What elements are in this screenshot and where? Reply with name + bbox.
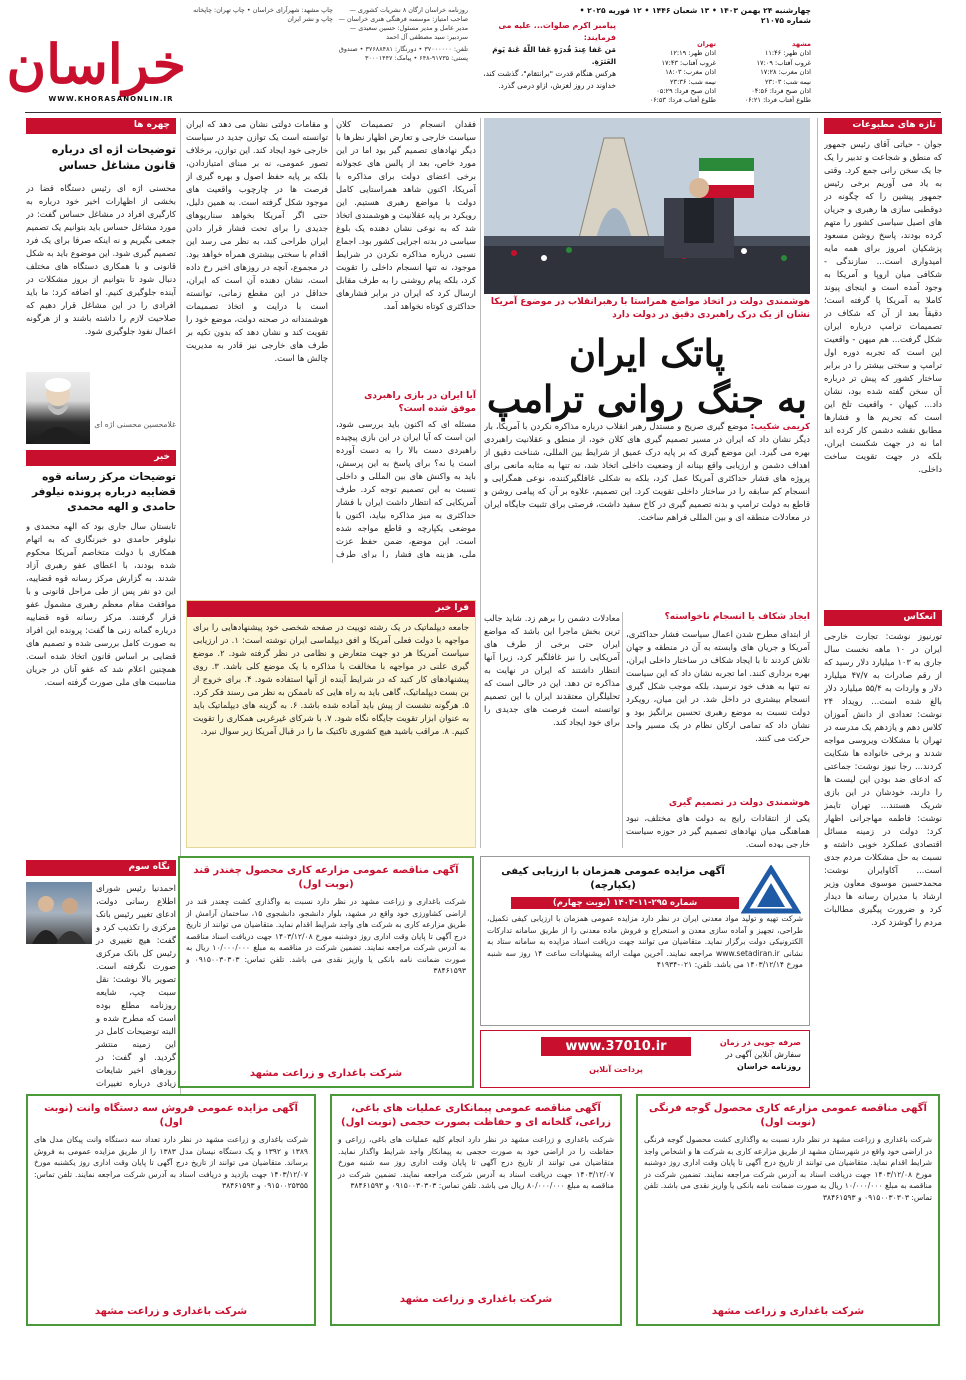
prayer-item: طلوع آفتاب فردا: ۰۶:۵۳ (649, 96, 716, 105)
hero-headline-line1: پاتک ایران (568, 331, 726, 375)
banner-url[interactable]: www.37010.ir (541, 1037, 691, 1056)
prayer-item: نیمه شب: ۲۳:۳۶ (670, 77, 716, 86)
quote-text: هرکس هنگام قدرت "برانتقام"، گذشت کند، خداوند در روز لغزش، ازاو درمی گذرد. (483, 69, 616, 90)
prayer-city: تهران (697, 40, 716, 48)
section-title-news: خبر (26, 450, 176, 466)
middle-subhead: آیا ایران در بازی راهبردی موفق شده است؟ (364, 391, 476, 414)
quote-title: پیامبر اکرم صلوات... علیه می فرمایند: (498, 21, 616, 42)
why-body2: یکی از انتقادات رایج به دولت های مختلف، نبود هماهنگی میان نهادهای تصمیم گیر در حوزه سیاست خارجی بوده است. (626, 813, 810, 848)
middle-article-col2b: مسئله ای که اکنون باید بررسی شود، این است که آیا ایران در این بازی پیچیده راهبردی دست بالا را به دست آورده است یا نه؟ برای پاسخ به این پرسش، باید به واکنش های بین المللی و داخلی نسبت به این تصمیم توجه کرد. طرف آمریکایی که انتظار داشت ایران با فشار حداکثری به میز مذاکره بیاید، اکنون با موضعی یکپارچه و قاطع مواجه شده است. این موضع، ضمن حفظ عزت ملی، هزینه های فشار را برای طرف (336, 419, 476, 558)
contact-text: تلفن: ۳۷۰۰۰۰۰۰ • دورنگار: ۳۷۶۸۸۴۸۱ • صندوق پستی: ۹۱۷۳۵-۶۴۸ • پیامک: ۳۰۰۰۱۴۴۷ (338, 45, 468, 62)
faces-headline: توضیحات اژه ای درباره قانون مشاغل حساس (51, 143, 176, 172)
why-subhead: ایجاد شکاف یا انسجام ناخواسته؟ (664, 612, 810, 622)
news-headline: توضیحات مرکز رسانه قوه قضاییه درباره پرونده نیلوفر حامدی و الهه محمدی (31, 471, 176, 513)
quote-arabic: مَن عَفا عِندَ قُدرَةٍ عَفا اللّهُ عَنهُ يَومَ العَثرَةِ. (492, 45, 616, 66)
prayer-times-tehran (621, 40, 716, 106)
prayer-item: غروب آفتاب: ۱۷:۰۹ (756, 58, 811, 67)
prayer-city: مشهد (792, 40, 811, 48)
print-info (193, 6, 333, 24)
ad-online-banner[interactable] (480, 1030, 810, 1088)
publisher-text: روزنامه خراسان ارگان ۸ نشریات کشوری — صاحب امتیاز: موسسه فرهنگی هنری خراسان — مدیر عامل و مدیر مسئول: حسین سعیدی — سردبیر: سید مصطفی آل احمد (338, 6, 468, 41)
news-body: تابستان سال جاری بود که الهه محمدی و نیلوفر حامدی دو خبرنگاری که به اتهام همکاری با دولت متخاصم آمریکا محکوم شده بودند، با اعطای عفو رهبری آزاد شدند. به گزارش مرکز رسانه قوه قضاییه، این دو نفر پس از طی مراحل قانونی و با موافقت مقام معظم رهبری مشمول عفو قرار گرفتند. مرکز رسانه قوه قضاییه درباره گمانه زنی ها گفت: پرونده این افراد به صورت کامل بررسی شده و تصمیم های قضایی بر اساس قانون اتخاذ شده است. همچنین اعلام شد که عفو آنان در جریان مناسبت های ملی صورت گرفته است. (26, 521, 176, 687)
publisher-info (338, 6, 468, 63)
ad-sugarbeet-title: آگهی مناقصه عمومی مزارعه کاری محصول چغندر قند (نوبت اول) (193, 865, 459, 890)
reflection-body: تورنیوز نوشت: تجارت خارجی ایران در ۱۰ ماهه نخست سال جاری به ۱۰۳ میلیارد دلار رسید که از رقم صادرات به ۴۷/۷ میلیارد دلار و واردات به ۵۵/۴ میلیارد دلار بالغ شده است... رویداد ۲۴ نوشت: تعدادی از دانش آموزان کلاس دهم و یازدهم یک مدرسه در تهران با مشکلات ویروسی مواجه شدند و برخی خانواده ها شکایت کردند... رجا نیوز نوشت: جماعتی که ادعای ضد بودن این لیست ها را دارند، خودشان در این بازی شریک هستند... تهران تایمز نوشت: فاطمه مهاجرانی اظهار کرد: دولت در زمینه مسائل اقتصادی عملکرد خوبی داشته و نسبت به حل مشکلات مردم جدی است... آکاوایران نوشت: محمدحسین موسوی معاون وزیر ارشاد با مدیران رسانه ها دیدار کرد و ضرورت پیگیری مطالبات مردم را گوشزد کرد. (824, 631, 942, 927)
ad-garden-body: شرکت باغداری و زراعت مشهد در نظر دارد انجام کلیه عملیات های باغی، زراعی و حفاظت را در اراضی خود به صورت حجمی به پیمانکار واجد شرایط واگذار نماید. متقاضیان می توانند از تاریخ درج آگهی تا پایان وقت اداری روز سه شنبه مورخ ۱۴۰۳/۱۲/۰۷ جهت دریافت اسناد به آدرس شرکت مراجعه نمایند. تضمین شرکت در مناقصه به مبلغ ۸۰/۰۰۰/۰۰۰ ریال می باشد. تلفن تماس: ۰۹۱۵۰۰۳۰۳۰۳ و ۳۸۴۶۱۵۹۳ (338, 1135, 614, 1190)
middle-article-col3: و مقامات دولتی نشان می دهد که ایران توانسته است یک توازن جدید در سیاست خارجی خود ایجاد کند. این توازن، برخلاف تصور عمومی، نه بر مبنای امتیازدادن، بلکه بر پایه حفظ اصول و بهره گیری از فرصت ها در چارچوب واقعیت های موجود شکل گرفته است. به همین دلیل، حتی اگر آمریکا بخواهد سناریوهای جدیدی را برای تحت فشار قرار دادن ایران طراحی کند، به نظر می رسد این اقدام با سختی بیشتری همراه خواهد بود. در مجموع، آنچه در روزهای اخیر رخ داده است، نشان دهنده آن است که ایران، حداقل در این مقطع زمانی، توانسته است با درایت و اتخاذ تصمیمات هوشمندانه در صحنه دولت، موضع خود را تقویت کند و نشان دهد که بدون تکیه بر طرف های خارجی نیز قادر به مدیریت چالش ها است. (186, 119, 328, 363)
hero-headline[interactable] (484, 330, 810, 422)
banner-text3: روزنامه خراسان (737, 1062, 801, 1071)
ad-truck-sign: شرکت باغداری و زراعت مشهد (94, 1306, 248, 1317)
press-body: جوان - حیاتی آقای رئیس جمهور که منطق و شجاعت و تدبیر را یک جا یک سخن رانی جمع کرد. وقتی به یاد می آوریم برخی رئیس جمهور پیشین را که چگونه در دوقطبی سازی ها رهبری و جریان های اصیل سیاسی کشور را متهم کرده بودند، پاسخ روشن مسعود پزشکیان امروز برای همه مایه امیدواری است... سازندگی - شکافی میان اروپا و آمریکا به وجود آمده است و اینجای پیوند کاملا به آمریکا پا گرفته است؛ دقیقاً بعد از آن که شکاف در تصمیمات ترامپ درباره ایران شکل گرفت... هم میهن - واقعیت این است که تجربه دوره اول ترامپ و سختی بیشتر را در برابر ساختار کشور که پیش تر درباره آن سخن گفته شده بود، نشان داد... کیهان - واقعیت تلخ این است که تحریم ها و فشارها مطابق نقشه دشمن کار کرده اند اما نه در جهت شکست ایران، بلکه در جهت تقویت ساخت داخلی. (824, 139, 942, 474)
prayer-item: اذان ظهر: ۱۱:۴۶ (764, 49, 811, 58)
ad-sugarbeet-sign: شرکت باغداری و زراعت مشهد (249, 1068, 403, 1079)
prayer-item: اذان مغرب: ۱۸:۰۳ (665, 68, 716, 77)
prayer-item: اذان مغرب: ۱۷:۲۸ (760, 68, 811, 77)
banner-text1: صرفه جویی در زمان (719, 1038, 801, 1047)
why-body: از ابتدای مطرح شدن اعمال سیاست فشار حداکثری، آمریکا و جریان های وابسته به آن در منطقه و جهان تلاش کردند تا با ایجاد شکاف در ساختار داخلی ایران، بهره برداری کنند. اما تجربه نشان داد که این سیاست نه تنها به هدف خود نرسید، بلکه موجب شکل گیری انسجام بیشتری در داخل شد. در این میان، رویکرد دولت نسبت به موضع رهبری تحسین برانگیز بود و نشان داد که تمامی ارکان نظام در یک مسیر واحد حرکت می کنند. (626, 629, 810, 743)
ad-garden-sign: شرکت باغداری و زراعت مشهد (399, 1294, 553, 1305)
banner-label: پرداخت آنلاین (589, 1065, 643, 1074)
section-title-faces: چهره ها (26, 118, 176, 134)
prayer-item: نیمه شب: ۲۳:۰۳ (765, 77, 811, 86)
ad-truck-body: شرکت باغداری و زراعت مشهد در نظر دارد تعداد سه دستگاه وانت پیکان مدل های ۱۳۸۹ و ۱۳۹۲ و یک دستگاه نیسان مدل ۱۳۸۳ را از طریق مزایده عمومی به فروش برساند. متقاضیان می توانند از تاریخ درج آگهی تا پایان وقت اداری روز یکشنبه مورخ ۱۴۰۳/۱۲/۰۷ جهت بازدید و دریافت اسناد به آدرس شرکت مراجعه نمایند. تلفن تماس: ۰۹۱۵۰۰۲۵۳۵۵ و ۳۸۴۶۱۵۹۳ (34, 1135, 308, 1190)
ad-garden-title: آگهی مناقصه عمومی پیمانکاری عملیات های باغی، زراعی، گلخانه ای و حفاظت بصورت حجمی (نوبت اول) (341, 1103, 611, 1128)
quote-box (476, 20, 616, 110)
column-rule (622, 612, 623, 848)
prayer-item: طلوع آفتاب فردا: ۰۶:۲۱ (744, 96, 811, 105)
ad-sugarbeet[interactable] (178, 856, 474, 1088)
hero-caption: هوشمندی دولت در اتخاذ مواضع همراستا با رهبرانقلاب در موضوع آمریکا نشان از یک درک راهبردی دقیق در دولت دارد (490, 297, 810, 320)
ad-garden-contract[interactable] (330, 1094, 622, 1326)
ad-imidro[interactable] (480, 856, 810, 1026)
print-text: چاپ مشهد: شهرآرای خراسان • چاپ تهران: چاپخانه چاپ و نشر ایران (193, 6, 333, 23)
date-line: چهارشنبه ۲۴ بهمن ۱۴۰۳ • ۱۳ شعبان ۱۴۴۶ • ۱۲ فوریه ۲۰۲۵ • شماره ۲۱۰۷۵ (579, 6, 811, 25)
hero-body (484, 420, 810, 608)
portrait-icon (26, 372, 90, 444)
banner-text2: سفارش آنلاین آگهی در (725, 1050, 801, 1059)
masthead-logo[interactable] (6, 30, 186, 98)
farakhbar-box (186, 600, 476, 848)
section-title-reflection: انعکاس (824, 610, 942, 626)
imidro-logo-icon (741, 865, 801, 915)
ad-imidro-title: آگهی مزایده عمومی همزمان با ارزیابی کیفی (یکپارچه) (501, 866, 725, 891)
header-divider (25, 112, 941, 113)
section-title-glance: نگاه سوم (26, 860, 176, 876)
prayer-item: اذان ظهر: ۱۲:۱۹ (669, 49, 716, 58)
why-subhead2: هوشمندی دولت در تصمیم گیری (668, 798, 810, 808)
farakhbar-title: فرا خبر (187, 601, 475, 617)
faces-body: محسنی اژه ای رئیس دستگاه قضا در بخشی از اظهارات اخیر خود درباره به کارگیری افراد در مشاغل حساس گفت: در مورد مشاغل حساس باید بتوانیم یک تصمیم جمعی بگیریم و نه اینکه صرفا برای یک فرد تصمیم گیری شود. این موضوع باید به شکل قانونی و با همکاری دستگاه های مختلف دنبال شود تا بتوانیم از بروز مشکلات در آینده جلوگیری کنیم. او اضافه کرد: ما باید افرادی را در این مشاغل قرار دهیم که صلاحیت لازم را داشته باشند و از هرگونه اعمال نفوذ جلوگیری شود. (26, 183, 176, 336)
hero-body-text: موضع گیری صریح و مستدل رهبر انقلاب درباره مذاکره نکردن با آمریکا، بار دیگر نشان داد که ایران در مسیر تصمیم گیری های کلان خود، از منطق و عقلانیت راهبردی بهره می گیرد. این موضع گیری که بر پایه درک عمیق از شرایط بین المللی، شناخت دقیق از اهداف دشمن و ارزیابی واقع بینانه از وضعیت داخلی اتخاذ شد، نه تنها به مثابه مانعی برای پروژه های فشار حداکثری آمریکا عمل کرد، بلکه به شکلی غافلگیرکننده، نوعی همگرایی و انسجام کم سابقه را در ساختار داخلی تقویت کرد. این تصمیم، علاوه بر آن که پیامی روشن و قاطع به دولت ترامپ و بدنه تصمیم گیری در کاخ سفید داشت، فرصتی برای تثبیت جایگاه ایران در معادلات منطقه ای و بین المللی فراهم ساخت. (484, 421, 810, 522)
ad-truck-sale[interactable] (26, 1094, 316, 1326)
prayer-times-mashhad (721, 40, 811, 106)
masthead-url[interactable]: WWW.KHORASANONLIN.IR (48, 95, 174, 103)
prayer-item: اذان صبح فردا: ۰۴:۵۶ (751, 87, 811, 96)
prayer-item: اذان صبح فردا: ۰۵:۲۹ (656, 87, 716, 96)
ad-truck-title: آگهی مزایده عمومی فروش سه دستگاه وانت (نوبت اول) (44, 1103, 298, 1128)
glance-body: احمدنیا رئیس شورای اطلاع رسانی دولت، ادعای تغییر رئیس بانک مرکزی را تکذیب کرد و گفت: هیچ تغییری در رئیس کل بانک مرکزی صورت نگرفته است. تصویر بالا نوشت: نقل سبت چپ، شایعه روزنامه مطلع بوده است که مطرح شده و البته توضیحات کامل در این زمینه منتشر گردید. او گفت: در روزهای اخیر شایعات زیادی درباره تغییرات (96, 883, 176, 1088)
masthead-logo-text: خراسان (6, 32, 186, 96)
read-body: معادلات دشمن را برهم زد. شاید جالب ترین بخش ماجرا این باشد که مواضع ایران حتی برخی از طرف های آمریکایی را نیز غافلگیر کرد، زیرا آنها انتظار داشتند که ایران در نهایت به مذاکره تن دهد. این در حالی است که تحلیلگران معتقدند ایران با این تصمیم توانسته است فرصت های جدیدی را برای خود ایجاد کند. (484, 613, 620, 727)
ad-tomato-title: آگهی مناقصه عمومی مزارعه کاری محصول گوجه فرنگی (نوبت اول) (649, 1103, 927, 1128)
ad-imidro-subtitle: شماره ۲۹۵-۱۱-۱۴۰۳ (نوبت چهارم) (511, 897, 739, 909)
prayer-item: غروب آفتاب: ۱۷:۴۳ (661, 58, 716, 67)
faces-photo-caption: غلامحسین محسنی اژه ای (94, 420, 176, 429)
section-title-press: تازه های مطبوعات (824, 118, 942, 134)
ad-tomato-body: شرکت باغداری و زراعت مشهد در نظر دارد نسبت به واگذاری کشت محصول گوجه فرنگی در اراضی خود واقع در شهرستان مشهد از طریق مزارعه کاری به شرکت ها و اشخاص واجد شرایط اقدام نماید. متقاضیان می توانند از تاریخ درج آگهی تا پایان وقت اداری روز دوشنبه مورخ ۱۴۰۳/۱۲/۰۸ جهت دریافت اسناد به آدرس شرکت مراجعه نمایند. تضمین شرکت در مناقصه به مبلغ ۱۰/۰۰۰/۰۰۰ ریال به صورت ضمانت نامه بانکی یا واریز نقدی می باشد. تلفن تماس: ۰۹۱۵۰۰۳۰۳۰۳ و ۳۸۴۶۱۵۹۳ (644, 1135, 932, 1202)
hero-photo (484, 118, 810, 294)
ad-tomato-sign: شرکت باغداری و زراعت مشهد (711, 1306, 865, 1317)
farakhbar-body: جامعه دیپلماتیک در یک رشته توییت در صفحه شخصی خود پیشنهادهایی را برای مواجهه با دولت فعلی آمریکا و افق دیپلماسی ایران نوشته است: ۱. در ارزیابی سیاست آمریکا هر دو جهت متعارض و نظامی در نظر گرفته شود. ۲. موضع گیری علنی در مواجهه با مخالفت با مذاکره با یک موضع کلی باشد. ۳. روی پیشنهادهای کار کنید که در شرایط آینده از آنها استفاده شود. ۴. برای خروج از بن بست دیپلماتیک، گاهی باید به راه هایی که ناممکن به نظر می رسند فکر کرد. ۵. هرگونه نشست از پیش باید آماده شده باشد. ۶. به گزینه های دیپلماتیک باید به عنوان ابزار تقویت جایگاه نگاه شود. ۷. با شرکای غیرغربی همکاری را تقویت کنیم. ۸. مراقب باشید هیچ کشوری تاکتیک ما را در قبال آمریکا زیر سوال نبرد. (193, 622, 470, 736)
ad-sugarbeet-body: شرکت باغداری و زراعت مشهد در نظر دارد نسبت به واگذاری کشت چغندر قند در اراضی کشاورزی خود واقع در مشهد، بلوار دانشجو، دانشجوی ۱۵، ساختمان آرامش از طریق مزارعه کاری به شرکت های واجد شرایط اقدام نماید. متقاضیان می توانند از تاریخ درج آگهی تا پایان وقت اداری روز دوشنبه مورخ ۱۴۰۳/۱۲/۰۸ جهت دریافت اسناد مناقصه به آدرس شرکت مراجعه نمایند. تضمین شرکت در مناقصه به مبلغ ۱۰/۰۰۰/۰۰۰ ریال به صورت ضمانت نامه بانکی یا واریز نقدی می باشد. تلفن تماس: ۰۹۱۵۰۰۳۰۳۰۳ و ۳۸۴۶۱۵۹۳ (186, 897, 466, 975)
ad-tomato[interactable] (636, 1094, 940, 1326)
faces-photo (26, 372, 90, 444)
hero-headline-line2: به جنگ روانی ترامپ (486, 377, 808, 421)
column-rule (817, 118, 818, 838)
azadi-tower-photo-icon (484, 118, 810, 294)
hero-byline: کریمی شکیب: (750, 421, 810, 431)
column-rule (332, 118, 333, 563)
column-rule (480, 118, 481, 848)
ad-imidro-body: شرکت تهیه و تولید مواد معدنی ایران در نظر دارد مزایده عمومی همزمان با ارزیابی کیفی تکمیل، طراحی، تجهیز و آماده سازی معدن و استخراج و فروش ماده معدنی را از طریق سامانه تدارکات الکترونیکی دولت برگزار نماید. متقاضیان می توانند جهت دریافت اسناد مزایده به سامانه ستاد به نشانی www.setadiran.ir مراجعه نمایند. آخرین مهلت ارائه پیشنهادات ساعت ۱۴ روز سه شنبه مورخ ۱۴۰۳/۱۲/۱۴ می باشد. تلفن: ۰۲۱-۴۱۹۳۴ (487, 914, 803, 969)
banner-text-block (691, 1037, 801, 1073)
middle-article-col2: فقدان انسجام در تصمیمات کلان سیاست خارجی و تعارض اظهار نظرها با دیگر نهادهای تصمیم گیر بود اما در این مورد خاص، بعد از پالس های عجولانه برخی اعضای دولت برای مذاکره با آمریکا، اکنون شاهد همراستایی کامل دولت با مواضع رهبری هستیم. این رویکرد بر پایه عقلانیت و هوشمندی اتخاذ شد که به نوعی نشان دهنده یک بلوغ سیاسی در بدنه اجرایی کشور بود. اجماع نسبی درباره مذاکره نکردن در شرایط موجود، نه تنها انسجام داخلی را تقویت کرد، بلکه پیام روشنی را به طرف مقابل ارسال کرد که ایران در برابر فشارهای حداکثری کوتاه نخواهد آمد. (336, 119, 476, 311)
